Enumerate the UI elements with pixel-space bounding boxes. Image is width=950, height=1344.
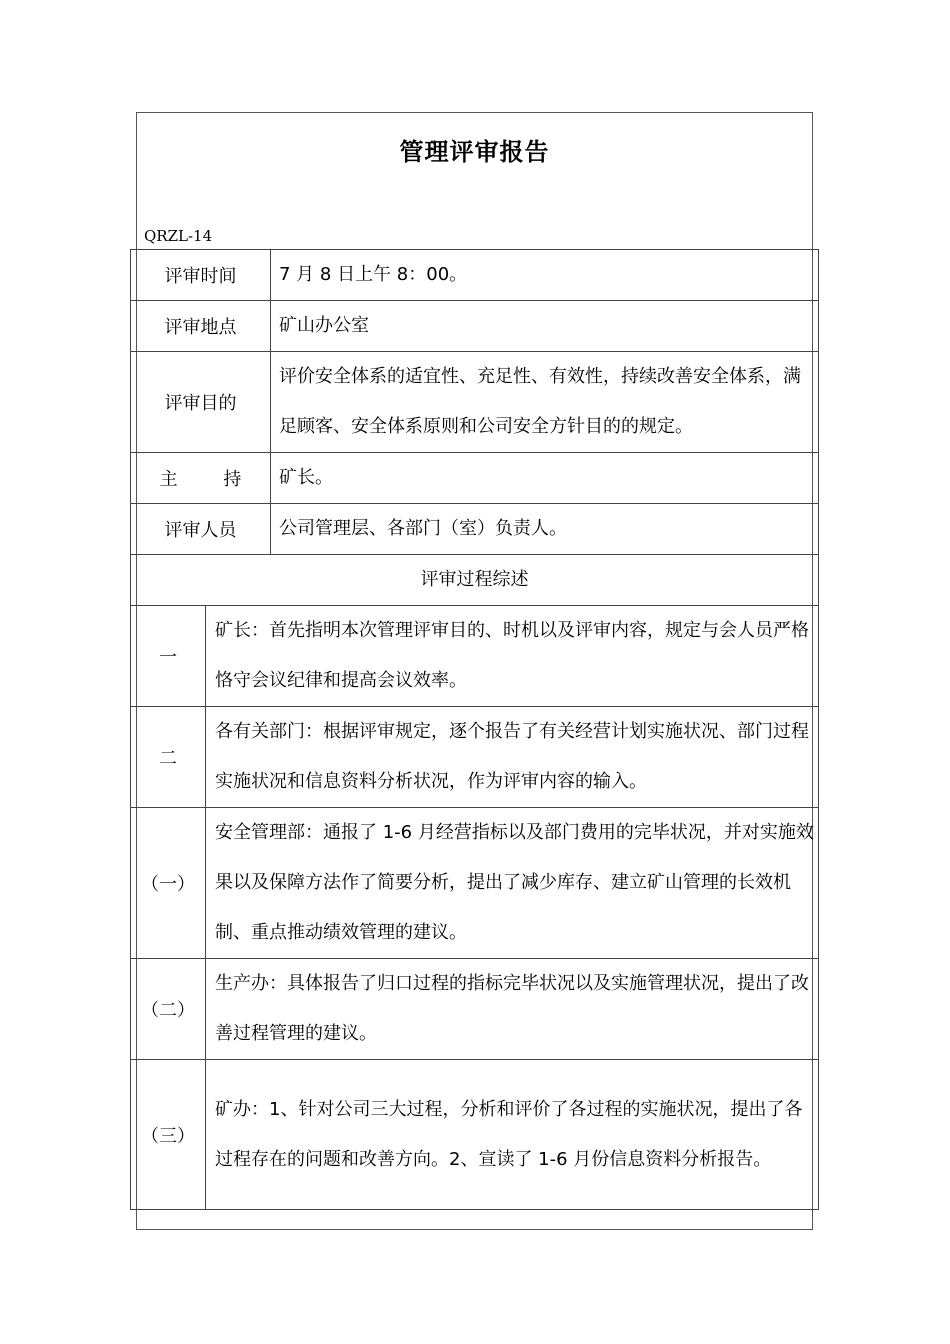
info-row-purpose	[131, 352, 819, 453]
info-label: 评审目的	[131, 352, 271, 453]
info-row-place	[131, 301, 819, 352]
info-row-members	[131, 504, 819, 555]
info-value: 7 月 8 日上午 8：00。	[271, 250, 819, 301]
process-text: 安全管理部：通报了 1-6 月经营指标以及部门费用的完毕状况，并对实施效果以及保障方法作了简要分析，提出了减少库存、建立矿山管理的长效机制、重点推动绩效管理的建议。	[206, 808, 819, 959]
process-row	[131, 1060, 819, 1210]
process-row	[131, 808, 819, 959]
info-label: 评审时间	[131, 250, 271, 301]
document-code: QRZL-14	[144, 227, 213, 245]
info-label: 主 持	[131, 453, 271, 504]
info-value: 矿山办公室	[271, 301, 819, 352]
process-number: （一）	[131, 808, 206, 959]
process-number: 二	[131, 707, 206, 808]
process-row	[131, 707, 819, 808]
process-text: 生产办：具体报告了归口过程的指标完毕状况以及实施管理状况，提出了改善过程管理的建议。	[206, 959, 819, 1060]
summary-header-row	[131, 555, 819, 606]
info-label: 评审地点	[131, 301, 271, 352]
summary-header: 评审过程综述	[131, 555, 819, 606]
info-value: 矿长。	[271, 453, 819, 504]
info-value: 公司管理层、各部门（室）负责人。	[271, 504, 819, 555]
process-text: 矿办：1、针对公司三大过程，分析和评价了各过程的实施状况，提出了各过程存在的问题和改善方向。2、宣读了 1-6 月份信息资料分析报告。	[206, 1060, 819, 1210]
process-text: 各有关部门：根据评审规定，逐个报告了有关经营计划实施状况、部门过程实施状况和信息资料分析状况，作为评审内容的输入。	[206, 707, 819, 808]
process-row	[131, 606, 819, 707]
process-text: 矿长：首先指明本次管理评审目的、时机以及评审内容，规定与会人员严格恪守会议纪律和提高会议效率。	[206, 606, 819, 707]
process-number: （三）	[131, 1060, 206, 1210]
process-number: （二）	[131, 959, 206, 1060]
report-table	[130, 249, 819, 1210]
process-row	[131, 959, 819, 1060]
info-value: 评价安全体系的适宜性、充足性、有效性，持续改善安全体系，满足顾客、安全体系原则和公司安全方针目的的规定。	[271, 352, 819, 453]
info-label: 评审人员	[131, 504, 271, 555]
document-title: 管理评审报告	[399, 138, 550, 166]
info-row-host	[131, 453, 819, 504]
info-row-time	[131, 250, 819, 301]
process-number: 一	[131, 606, 206, 707]
